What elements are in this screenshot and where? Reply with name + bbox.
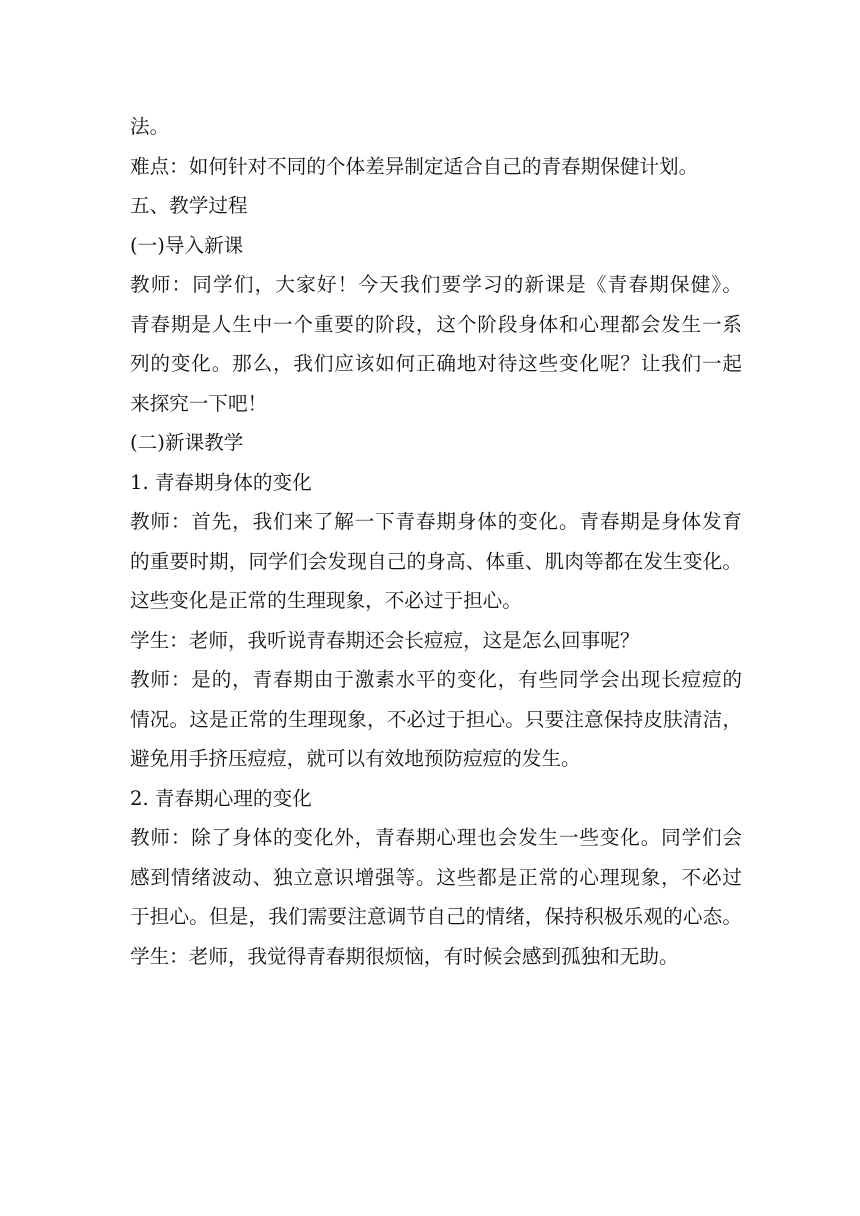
text-line-7: 列的变化。那么，我们应该如何正确地对待这些变化呢？让我们一起 [130, 352, 742, 375]
text-line-20: 感到情绪波动、独立意识增强等。这些都是正常的心理现象，不必过 [130, 865, 742, 889]
text-line-8: 来探究一下吧！ [130, 391, 268, 415]
text-line-5: 教师：同学们，大家好！今天我们要学习的新课是《青春期保健》。 [130, 273, 742, 296]
text-line-17: 避免用手挤压痘痘，就可以有效地预防痘痘的发生。 [130, 747, 581, 770]
text-line-14: 学生：老师，我听说青春期还会长痘痘，这是怎么回事呢？ [130, 628, 640, 652]
text-line-16: 情况。这是正常的生理现象，不必过于担心。只要注意保持皮肤清洁， [130, 707, 742, 731]
topic-heading: 2. 青春期心理的变化 [130, 786, 312, 810]
text-line-21: 于担心。但是，我们需要注意调节自己的情绪，保持积极乐观的心态。 [130, 905, 742, 928]
text-line-6: 青春期是人生中一个重要的阶段，这个阶段身体和心理都会发生一系 [130, 312, 742, 336]
subsection-heading: (一)导入新课 [130, 233, 244, 257]
text-line-1: 法。 [130, 115, 170, 138]
section-heading: 五、教学过程 [130, 194, 248, 217]
document-page [130, 107, 742, 976]
text-line-19: 教师：除了身体的变化外，青春期心理也会发生一些变化。同学们会 [130, 826, 742, 849]
text-line-11: 教师：首先，我们来了解一下青春期身体的变化。青春期是身体发育 [130, 510, 742, 533]
text-line-15: 教师：是的，青春期由于激素水平的变化，有些同学会出现长痘痘的 [130, 668, 742, 691]
topic-heading: 1. 青春期身体的变化 [130, 470, 312, 494]
text-line-13: 这些变化是正常的生理现象，不必过于担心。 [130, 589, 522, 612]
subsection-heading: (二)新课教学 [130, 431, 244, 454]
text-line-12: 的重要时期，同学们会发现自己的身高、体重、肌肉等都在发生变化。 [130, 549, 742, 573]
text-line-22: 学生：老师，我觉得青春期很烦恼，有时候会感到孤独和无助。 [130, 944, 679, 968]
text-line-2: 难点：如何针对不同的个体差异制定适合自己的青春期保健计划。 [130, 154, 699, 178]
